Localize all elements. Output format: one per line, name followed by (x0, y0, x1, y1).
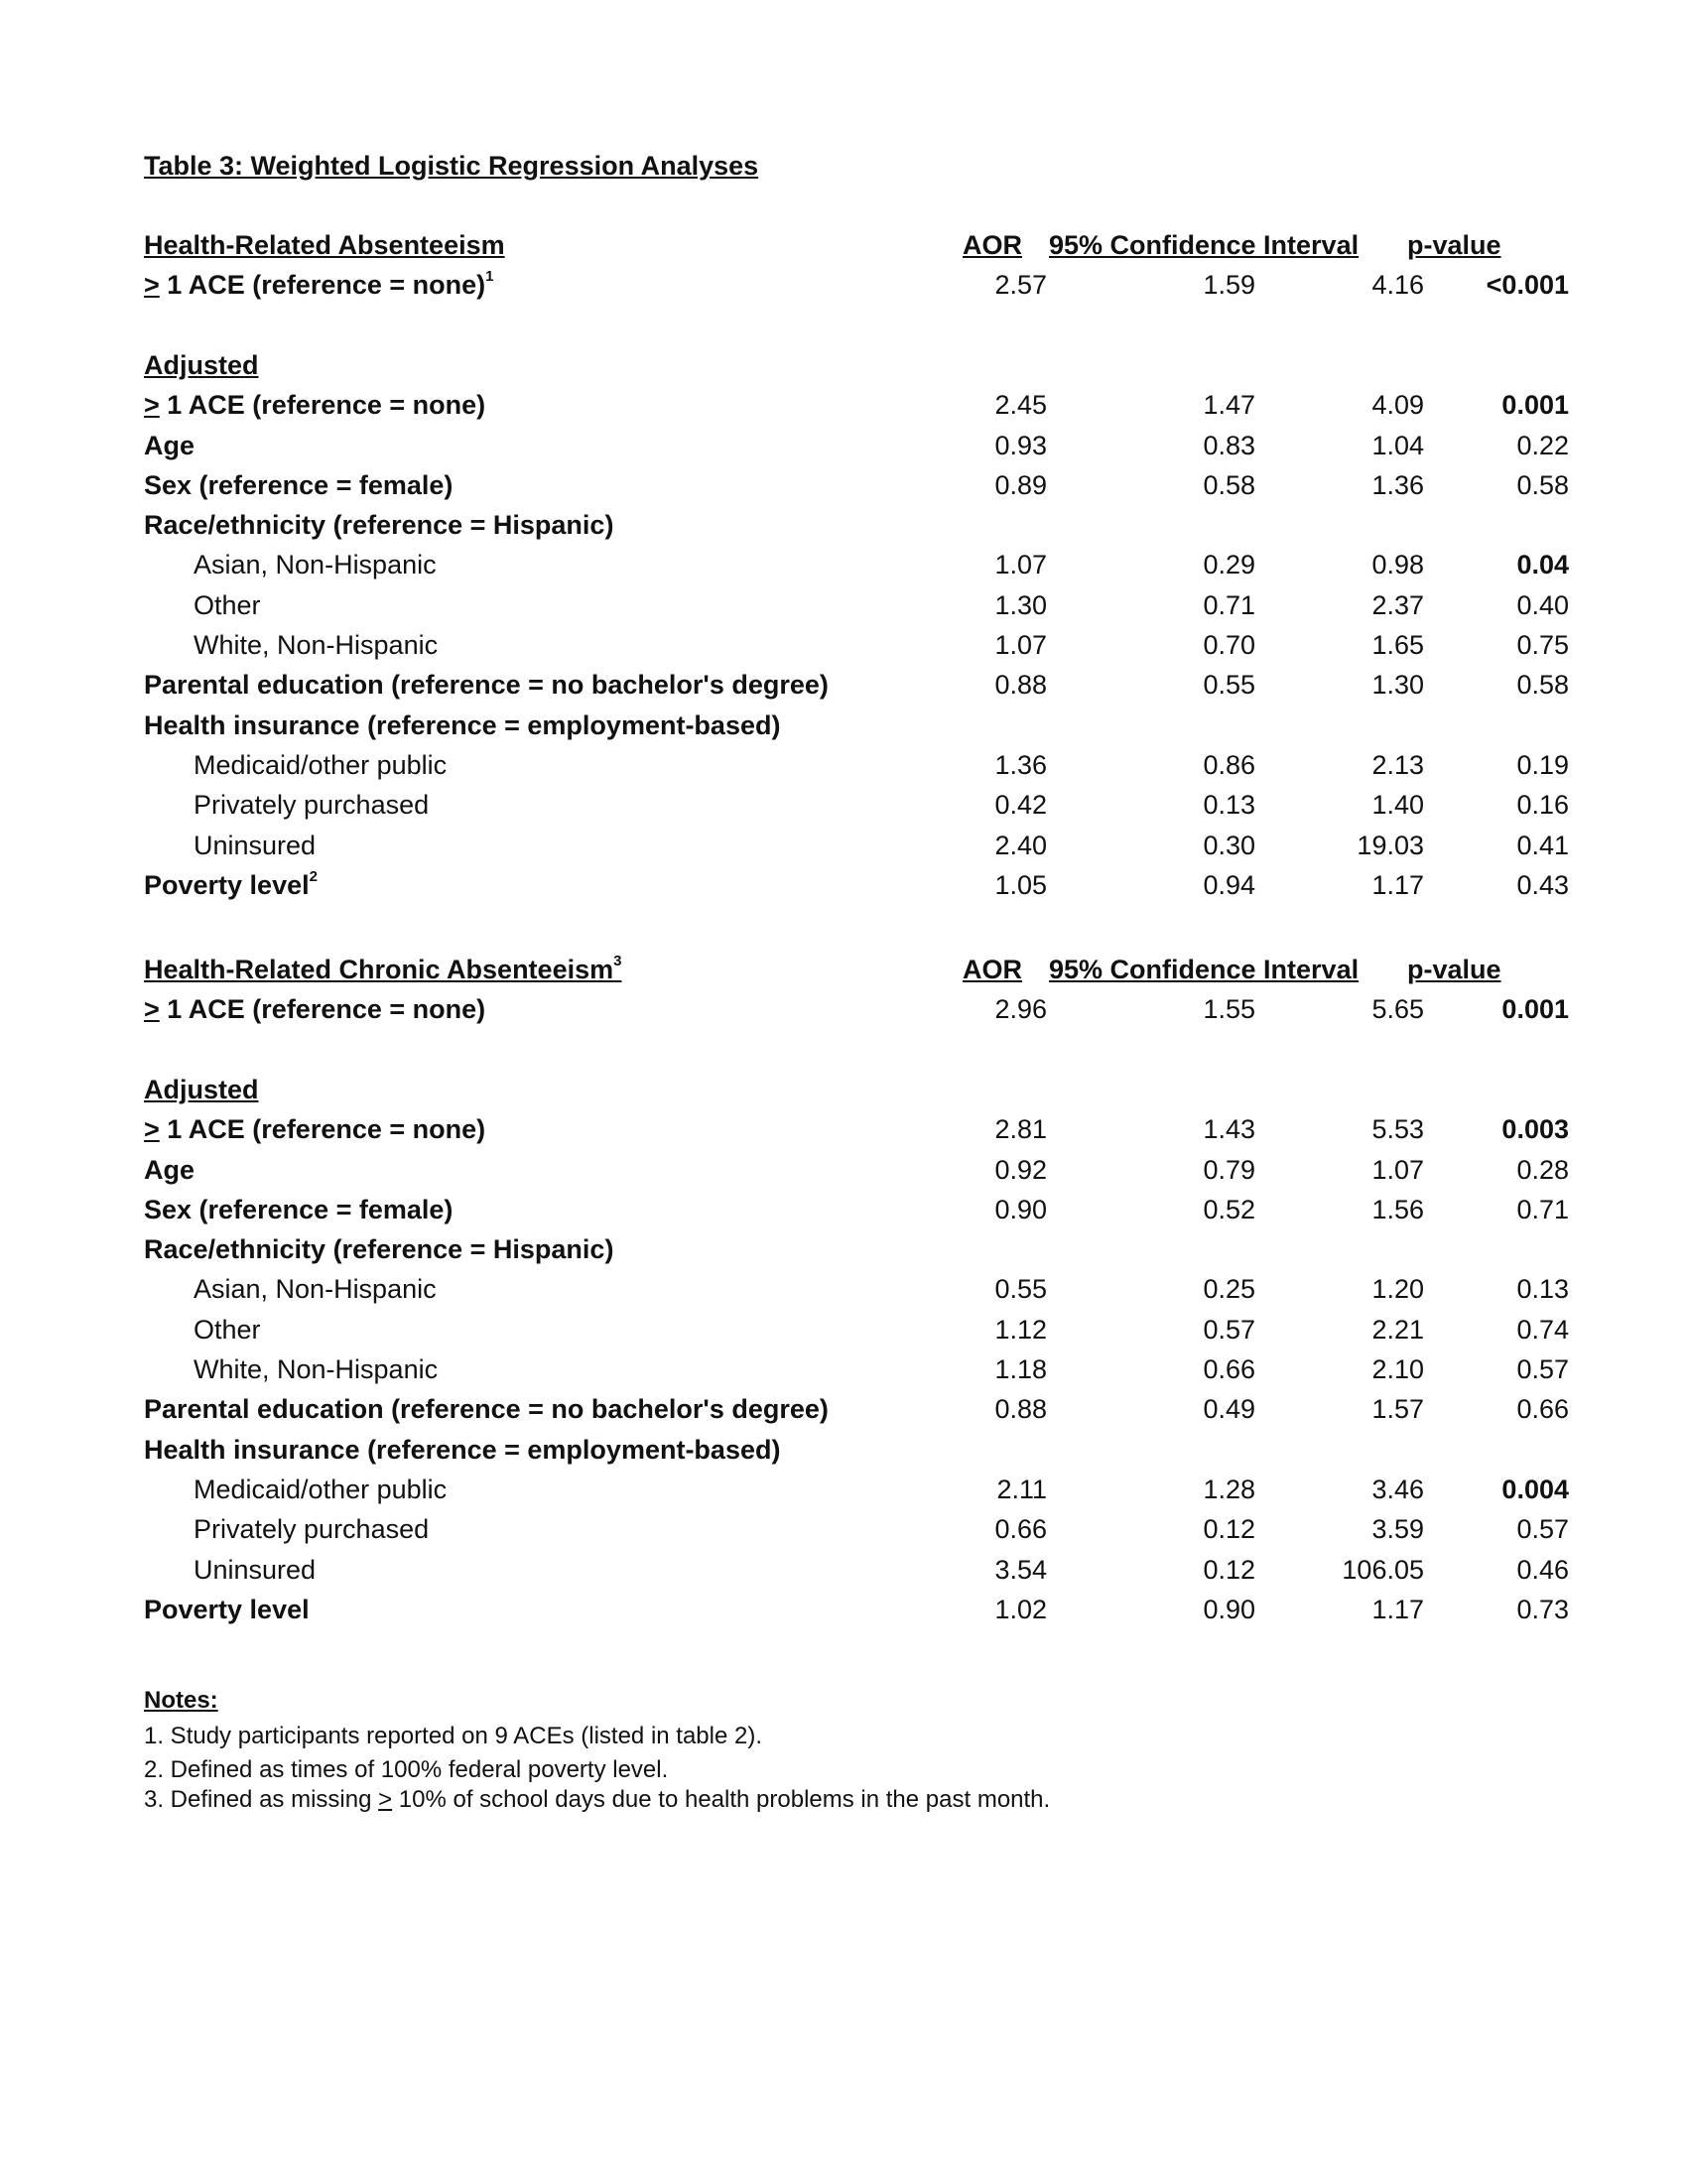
section-header-row (144, 955, 1513, 994)
ci-upper-value: 1.04 (1371, 430, 1424, 460)
ci-lower-value: 0.29 (1203, 550, 1255, 580)
ci-upper-value: 2.10 (1371, 1354, 1424, 1384)
adjusted-label-row (144, 1075, 1513, 1114)
greater-equal-symbol: > (378, 1786, 393, 1813)
table-row (144, 1114, 1569, 1154)
p-value: 0.40 (1516, 589, 1569, 620)
p-value: 0.22 (1516, 430, 1569, 460)
table-row-label: Poverty level (144, 1594, 310, 1624)
aor-value: 0.93 (994, 430, 1047, 460)
table-row (144, 830, 1569, 870)
table-row (144, 390, 1569, 430)
aor-value: 2.11 (996, 1474, 1047, 1504)
ci-upper-value: 3.46 (1371, 1474, 1424, 1504)
ci-lower-value: 1.55 (1203, 994, 1255, 1025)
column-header-p-value: p-value (1407, 230, 1501, 260)
p-value: 0.71 (1516, 1194, 1569, 1224)
table-row-label: Parental education (reference = no bachelor's degree) (144, 1394, 829, 1425)
aor-value: 0.90 (994, 1194, 1047, 1224)
aor-value: 1.12 (994, 1314, 1047, 1345)
aor-value: 0.66 (994, 1514, 1047, 1545)
p-value: 0.46 (1516, 1554, 1569, 1585)
ci-upper-value: 1.36 (1371, 469, 1424, 500)
table-row (144, 1435, 1513, 1475)
aor-value: 1.05 (994, 869, 1047, 900)
aor-value: 2.96 (994, 994, 1047, 1025)
ci-upper-value: 1.56 (1371, 1194, 1424, 1224)
table-row (144, 1314, 1569, 1354)
p-value: 0.75 (1516, 630, 1569, 660)
p-value: 0.58 (1516, 469, 1569, 500)
ci-upper-value: 1.65 (1371, 630, 1424, 660)
table-row-label: White, Non-Hispanic (194, 1354, 439, 1384)
ci-upper-value: 4.16 (1371, 270, 1424, 301)
table-row-label: Age (144, 1154, 195, 1185)
ci-lower-value: 0.66 (1203, 1354, 1255, 1384)
p-value: 0.04 (1516, 550, 1569, 580)
ci-lower-value: 0.83 (1203, 430, 1255, 460)
aor-value: 0.88 (994, 1394, 1047, 1425)
table-row (144, 1234, 1513, 1274)
adjusted-label: Adjusted (144, 349, 259, 380)
ci-upper-value: 2.13 (1371, 749, 1424, 780)
ci-upper-value: 19.03 (1357, 830, 1424, 860)
ci-upper-value: 1.17 (1371, 869, 1424, 900)
table-row (144, 1154, 1569, 1195)
ci-upper-value: 2.21 (1371, 1314, 1424, 1345)
column-header-aor: AOR (963, 230, 1022, 260)
table-row (144, 510, 1513, 550)
table-title: Table 3: Weighted Logistic Regression Analyses (144, 151, 759, 181)
p-value: 0.58 (1516, 670, 1569, 701)
ci-lower-value: 0.57 (1203, 1314, 1255, 1345)
greater-equal-symbol: > (144, 390, 160, 421)
ci-lower-value: 1.47 (1203, 390, 1255, 421)
ci-upper-value: 5.65 (1371, 994, 1424, 1025)
p-value: 0.66 (1516, 1394, 1569, 1425)
p-value: 0.43 (1516, 869, 1569, 900)
p-value: 0.001 (1501, 994, 1569, 1025)
ci-lower-value: 0.58 (1203, 469, 1255, 500)
table-row-label: Health insurance (reference = employment-based) (144, 1434, 781, 1465)
aor-value: 0.42 (994, 790, 1047, 821)
table-row-label: Other (194, 1314, 261, 1345)
table-row (144, 867, 1569, 910)
table-row-label: Poverty level$^2$ (144, 867, 318, 900)
ci-lower-value: 0.86 (1203, 749, 1255, 780)
ci-upper-value: 1.57 (1371, 1394, 1424, 1425)
table-row-label: Uninsured (194, 1554, 317, 1585)
table-row-label: Age (144, 430, 195, 460)
table-row-label: Health insurance (reference = employment-based) (144, 709, 781, 740)
notes-title: Notes: (144, 1687, 218, 1714)
ci-lower-value: 1.28 (1203, 1474, 1255, 1504)
table-row-label: Other (194, 589, 261, 620)
p-value: 0.19 (1516, 749, 1569, 780)
table-row-label: Medicaid/other public (194, 1474, 448, 1504)
p-value: 0.16 (1516, 790, 1569, 821)
table-row (144, 589, 1569, 630)
p-value: 0.004 (1501, 1474, 1569, 1504)
ci-upper-value: 106.05 (1342, 1554, 1424, 1585)
ci-lower-value: 0.70 (1203, 630, 1255, 660)
greater-equal-symbol: > (144, 270, 160, 301)
table-row (144, 1274, 1569, 1314)
ci-upper-value: 2.37 (1371, 589, 1424, 620)
ci-lower-value: 0.25 (1203, 1274, 1255, 1305)
table-row (144, 1394, 1569, 1434)
ci-lower-value: 0.12 (1203, 1554, 1255, 1585)
table-row-label: Sex (reference = female) (144, 469, 454, 500)
column-header-p-value: p-value (1407, 955, 1501, 984)
p-value: 0.001 (1501, 390, 1569, 421)
section-header-row (144, 230, 1513, 270)
aor-value: 2.57 (994, 270, 1047, 301)
ci-upper-value: 4.09 (1371, 390, 1424, 421)
column-header-ci: 95% Confidence Interval (1049, 955, 1360, 984)
p-value: 0.13 (1516, 1274, 1569, 1305)
ci-lower-value: 0.13 (1203, 790, 1255, 821)
ci-upper-value: 1.30 (1371, 670, 1424, 701)
p-value: 0.28 (1516, 1154, 1569, 1185)
table-row (144, 1514, 1569, 1554)
table-row (144, 430, 1569, 470)
ci-lower-value: 0.79 (1203, 1154, 1255, 1185)
table-row (144, 630, 1569, 670)
greater-equal-symbol: > (144, 994, 160, 1025)
ci-upper-value: 5.53 (1371, 1114, 1424, 1145)
table-row-label: Race/ethnicity (reference = Hispanic) (144, 510, 614, 541)
table-row-label: White, Non-Hispanic (194, 630, 439, 660)
adjusted-label: Adjusted (144, 1074, 259, 1104)
table-row-label: Privately purchased (194, 1514, 430, 1545)
aor-value: 1.07 (994, 550, 1047, 580)
table-row-label: Sex (reference = female) (144, 1194, 454, 1224)
aor-value: 0.55 (994, 1274, 1047, 1305)
ci-lower-value: 0.52 (1203, 1194, 1255, 1224)
table-row (144, 1474, 1569, 1514)
table-row (144, 1194, 1569, 1234)
p-value: 0.57 (1516, 1514, 1569, 1545)
footnote-marker: 1 (485, 268, 494, 286)
table-row (144, 268, 1569, 310)
adjusted-label-row (144, 350, 1513, 390)
table-row (144, 1594, 1569, 1634)
ci-upper-value: 1.40 (1371, 790, 1424, 821)
table-row (144, 469, 1569, 510)
aor-value: 2.40 (994, 830, 1047, 860)
table-row (144, 710, 1513, 750)
note-item: 1. Study participants reported on 9 ACEs (listed in table 2). (144, 1723, 763, 1749)
p-value: <0.001 (1486, 270, 1569, 301)
ci-upper-value: 1.07 (1371, 1154, 1424, 1185)
ci-lower-value: 0.90 (1203, 1594, 1255, 1624)
table-row-label: Asian, Non-Hispanic (194, 550, 437, 580)
ci-lower-value: 0.49 (1203, 1394, 1255, 1425)
ci-upper-value: 1.17 (1371, 1594, 1424, 1624)
ci-upper-value: 0.98 (1371, 550, 1424, 580)
table-row-label: Medicaid/other public (194, 749, 448, 780)
p-value: 0.57 (1516, 1354, 1569, 1384)
aor-value: 0.88 (994, 670, 1047, 701)
aor-value: 1.02 (994, 1594, 1047, 1624)
aor-value: 1.30 (994, 589, 1047, 620)
crude-row-label: > 1 ACE (reference = none)$^1$ (144, 268, 494, 301)
aor-value: 3.54 (994, 1554, 1047, 1585)
table-row-label: Race/ethnicity (reference = Hispanic) (144, 1234, 614, 1265)
column-header-ci: 95% Confidence Interval (1049, 230, 1360, 260)
aor-value: 1.07 (994, 630, 1047, 660)
table-row (144, 1554, 1569, 1595)
aor-value: 1.18 (994, 1354, 1047, 1384)
table-row-label: Uninsured (194, 830, 317, 860)
table-row (144, 1354, 1569, 1394)
table-row-label: > 1 ACE (reference = none) (144, 390, 486, 421)
table-row (144, 790, 1569, 830)
table-row (144, 670, 1569, 709)
ci-lower-value: 0.71 (1203, 589, 1255, 620)
aor-value: 0.92 (994, 1154, 1047, 1185)
table-row-label: Asian, Non-Hispanic (194, 1274, 437, 1305)
section-header: Health-Related Chronic Absenteeism$^3$ (144, 953, 622, 984)
ci-lower-value: 1.43 (1203, 1114, 1255, 1145)
p-value: 0.73 (1516, 1594, 1569, 1624)
table-row-label: > 1 ACE (reference = none) (144, 1114, 486, 1145)
aor-value: 0.89 (994, 469, 1047, 500)
table-row (144, 749, 1569, 790)
ci-lower-value: 1.59 (1203, 270, 1255, 301)
aor-value: 1.36 (994, 749, 1047, 780)
aor-value: 2.45 (994, 390, 1047, 421)
ci-upper-value: 1.20 (1371, 1274, 1424, 1305)
section-header: Health-Related Absenteeism (144, 230, 505, 260)
ci-upper-value: 3.59 (1371, 1514, 1424, 1545)
ci-lower-value: 0.12 (1203, 1514, 1255, 1545)
footnote-marker: 2 (309, 867, 318, 885)
table-row (144, 550, 1569, 589)
table-row-label: Privately purchased (194, 790, 430, 821)
column-header-aor: AOR (963, 955, 1022, 984)
ci-lower-value: 0.94 (1203, 869, 1255, 900)
ci-lower-value: 0.30 (1203, 830, 1255, 860)
ci-lower-value: 0.55 (1203, 670, 1255, 701)
note-item: 2. Defined as times of 100% federal poverty level. (144, 1756, 669, 1783)
aor-value: 2.81 (994, 1114, 1047, 1145)
p-value: 0.41 (1516, 830, 1569, 860)
table-row-label: Parental education (reference = no bachelor's degree) (144, 670, 829, 701)
table-row (144, 994, 1569, 1034)
note-item: 3. Defined as missing > 10% of school days due to health problems in the past month. (144, 1786, 1051, 1813)
p-value: 0.74 (1516, 1314, 1569, 1345)
crude-row-label: > 1 ACE (reference = none) (144, 994, 486, 1025)
greater-equal-symbol: > (144, 1114, 160, 1145)
footnote-marker: 3 (613, 953, 622, 969)
p-value: 0.003 (1501, 1114, 1569, 1145)
